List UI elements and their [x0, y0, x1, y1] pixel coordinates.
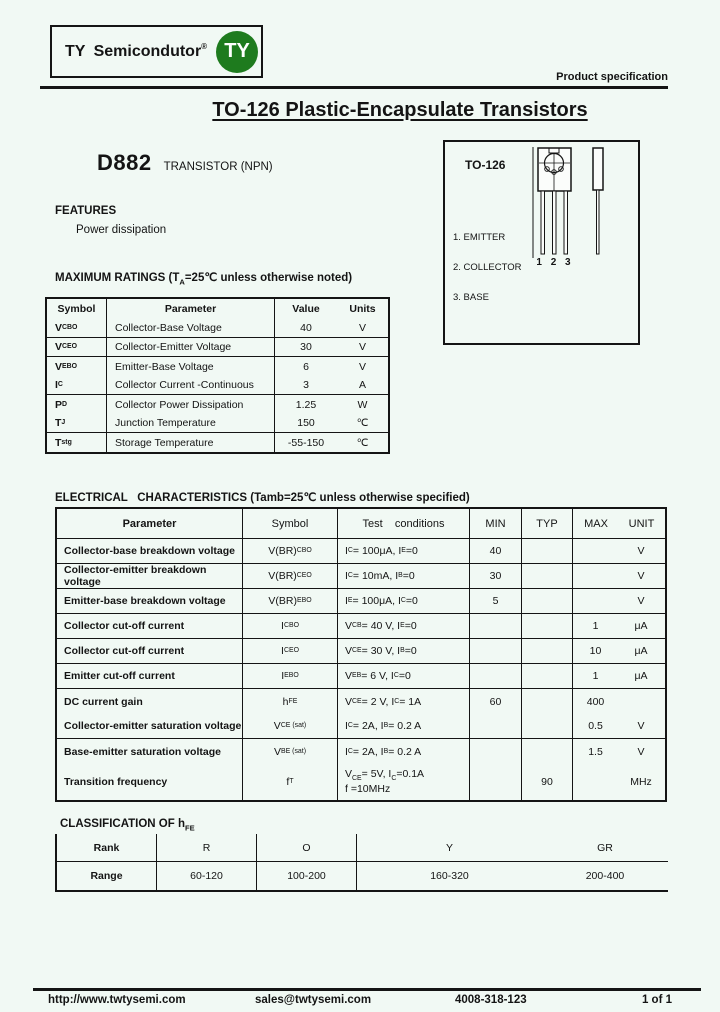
cell-max-unit: [573, 764, 665, 800]
brand-logo: [50, 25, 263, 78]
brand-name: [65, 43, 207, 61]
cell-max: 400: [586, 695, 605, 708]
cell-parameter: Storage Temperature: [107, 433, 275, 452]
lead-3: [564, 191, 568, 254]
electrical-row: [57, 714, 665, 739]
cell-test-conditions: V EB = 6 V, I C =0: [338, 664, 470, 688]
maximum-ratings-table: [45, 297, 390, 454]
cell-min: 5: [470, 589, 522, 613]
cell-typ: [522, 614, 573, 638]
column-header-max-unit: [573, 509, 665, 538]
column-header-unit: UNIT: [628, 517, 655, 530]
cell-max: 10: [589, 645, 602, 657]
cell-units: V: [358, 322, 366, 334]
cell-min: 30: [470, 564, 522, 588]
cell-min: [470, 639, 522, 663]
max-ratings-row: [47, 376, 388, 395]
page-title: TO-126 Plastic-Encapsulate Transistors: [212, 99, 588, 121]
cell-max: 1: [592, 620, 599, 632]
cell-test-conditions: V CB = 40 V, I E =0: [338, 614, 470, 638]
cell-symbol: I EBO: [243, 664, 338, 688]
pin-label-collector: 2. COLLECTOR: [453, 262, 522, 273]
cell-parameter: Collector Current -Continuous: [107, 376, 275, 394]
cell-value: 1.25: [295, 398, 317, 411]
column-header-symbol: Symbol: [243, 509, 338, 538]
rank-o: O: [257, 834, 357, 861]
cell-parameter: Transition frequency: [57, 764, 243, 800]
column-header-max: MAX: [584, 517, 608, 530]
range-y: 160-320: [430, 870, 469, 882]
cell-parameter: Collector cut-off current: [57, 614, 243, 638]
footer-divider: [33, 988, 701, 991]
cell-max-unit: [573, 714, 665, 738]
cell-symbol: V EBO: [47, 357, 107, 376]
cell-symbol: T stg: [47, 433, 107, 452]
classification-table: [55, 834, 668, 892]
cell-value: -55-150: [287, 436, 325, 449]
cell-value: 6: [303, 360, 309, 373]
column-header-min: MIN: [470, 509, 522, 538]
lead-numbers: 1 2 3: [536, 257, 574, 268]
column-header-typ: TYP: [522, 509, 573, 538]
electrical-row: [57, 689, 665, 714]
cell-typ: [522, 714, 573, 738]
cell-symbol: I CBO: [243, 614, 338, 638]
column-header-test-conditions: Test conditions: [338, 509, 470, 538]
footer-page-number: 1 of 1: [641, 994, 672, 1006]
cell-max: 1.5: [588, 745, 603, 758]
rank-label: Rank: [57, 834, 157, 861]
electrical-row: [57, 564, 665, 589]
cell-test-conditions: I C = 2A, I B = 0.2 A: [338, 739, 470, 764]
column-header-value: Value: [292, 303, 320, 315]
cell-symbol: T J: [47, 414, 107, 432]
classification-range-row: [57, 862, 668, 890]
cell-value: 40: [300, 322, 312, 334]
cell-symbol: P D: [47, 395, 107, 414]
cell-parameter: Emitter-base breakdown voltage: [57, 589, 243, 613]
electrical-header-row: [57, 509, 665, 539]
brand-text: TY Semicondutor: [65, 42, 202, 60]
cell-test-conditions: I E = 100μA, I C =0: [338, 589, 470, 613]
cell-parameter: Collector Power Dissipation: [107, 395, 275, 414]
cell-test-conditions: I C = 100μA, I E =0: [338, 539, 470, 563]
cell-unit: μA: [634, 670, 648, 682]
cell-max: 1: [592, 670, 599, 682]
column-header-symbol: Symbol: [47, 299, 107, 319]
electrical-row: [57, 539, 665, 564]
brand-badge-icon: TY: [216, 31, 258, 73]
cell-unit: V: [637, 745, 645, 758]
cell-min: [470, 764, 522, 800]
cell-min: [470, 614, 522, 638]
cell-typ: [522, 664, 573, 688]
cell-test-conditions: I C = 2A, I B = 0.2 A: [338, 714, 470, 738]
cell-units: W: [357, 398, 368, 411]
cell-symbol: V(BR) CBO: [243, 539, 338, 563]
cell-units: V: [358, 341, 366, 353]
cell-symbol: I CEO: [243, 639, 338, 663]
column-header-units: Units: [349, 303, 376, 315]
cell-min: [470, 664, 522, 688]
max-ratings-row: [47, 395, 388, 414]
cell-unit: μA: [634, 645, 648, 657]
part-number: D882: [97, 150, 152, 175]
cell-typ: [522, 739, 573, 764]
column-header-parameter: Parameter: [57, 509, 243, 538]
package-name: TO-126: [465, 158, 506, 172]
cell-parameter: Collector cut-off current: [57, 639, 243, 663]
cell-value: 30: [300, 341, 312, 353]
cell-typ: [522, 639, 573, 663]
cell-unit: V: [637, 720, 645, 732]
package-body-side: [593, 148, 603, 190]
cell-parameter: Emitter-Base Voltage: [107, 357, 275, 376]
rank-gr: GR: [597, 841, 613, 854]
cell-typ: [522, 539, 573, 563]
cell-unit: V: [637, 595, 645, 607]
cell-symbol: V CBO: [47, 319, 107, 337]
electrical-row: [57, 639, 665, 664]
cell-symbol: V CE (sat): [243, 714, 338, 738]
rank-r: R: [157, 834, 257, 861]
cell-unit: V: [637, 570, 645, 582]
max-ratings-row: [47, 414, 388, 433]
pin-label-base: 3. BASE: [453, 292, 489, 303]
cell-min: [470, 739, 522, 764]
cell-parameter: Base-emitter saturation voltage: [57, 739, 243, 764]
cell-max-unit: [573, 639, 665, 663]
cell-test-conditions: $V_{CE}= 5V$, $I_C=0.1A$ f =10MHz: [338, 764, 470, 800]
cell-typ: [522, 564, 573, 588]
cell-max-unit: [573, 589, 665, 613]
max-ratings-header-row: [47, 299, 388, 319]
cell-parameter: Collector-emitter saturation voltage: [57, 714, 243, 738]
cell-parameter: Collector-emitter breakdown voltage: [57, 564, 243, 588]
cell-units: ℃: [356, 436, 369, 449]
cell-parameter: Collector-base breakdown voltage: [57, 539, 243, 563]
classification-heading: CLASSIFICATION OF $h_{FE}$: [60, 818, 195, 833]
cell-max-unit: [573, 614, 665, 638]
max-ratings-row: [47, 357, 388, 376]
cell-symbol: V(BR) CEO: [243, 564, 338, 588]
cell-max-unit: [573, 664, 665, 688]
cell-symbol: V CEO: [47, 338, 107, 356]
cell-parameter: Collector-Emitter Voltage: [107, 338, 275, 356]
cell-symbol: V(BR) EBO: [243, 589, 338, 613]
part-line: [97, 150, 273, 176]
features-heading: FEATURES: [55, 205, 117, 217]
cell-symbol: f T: [243, 764, 338, 800]
electrical-row: [57, 739, 665, 764]
cell-units: A: [358, 379, 366, 391]
cell-max-unit: [573, 689, 665, 714]
lead-side: [597, 190, 600, 254]
max-ratings-row: [47, 338, 388, 357]
footer-website-link[interactable]: http://www.twtysemi.com: [48, 994, 186, 1006]
cell-max-unit: [573, 539, 665, 563]
product-specification-label: Product specification: [556, 71, 668, 83]
footer: [0, 994, 720, 1010]
max-ratings-row: [47, 319, 388, 338]
cell-parameter: Junction Temperature: [107, 414, 275, 432]
cell-test-conditions: I C = 10mA, I B =0: [338, 564, 470, 588]
max-ratings-row: [47, 433, 388, 452]
range-gr: 200-400: [585, 870, 625, 882]
cell-symbol: h FE: [243, 689, 338, 714]
cell-unit: MHz: [630, 776, 652, 788]
cell-min: 40: [470, 539, 522, 563]
lead-2: [553, 191, 557, 254]
cell-max-unit: [573, 564, 665, 588]
cell-max: 0.5: [588, 720, 603, 732]
footer-email-link[interactable]: sales@twtysemi.com: [255, 994, 372, 1006]
cell-max-unit: [573, 739, 665, 764]
cell-min: [470, 714, 522, 738]
cell-typ: 90: [522, 764, 573, 800]
electrical-row: [57, 614, 665, 639]
rank-y: Y: [445, 841, 453, 854]
features-item: Power dissipation: [76, 224, 167, 236]
cell-parameter: DC current gain: [57, 689, 243, 714]
cell-min: 60: [470, 689, 522, 714]
cell-units: V: [358, 360, 366, 373]
lead-1: [541, 191, 545, 254]
cell-symbol: V BE (sat): [243, 739, 338, 764]
cell-symbol: I C: [47, 376, 107, 394]
electrical-characteristics-heading: ELECTRICAL CHARACTERISTICS (Tamb=25℃ unless otherwise specified): [55, 492, 470, 504]
cell-value: 3: [303, 379, 309, 391]
part-type: TRANSISTOR (NPN): [163, 161, 273, 173]
range-r: 60-120: [157, 862, 257, 890]
electrical-row: [57, 589, 665, 614]
cell-value: 150: [297, 417, 315, 429]
cell-test-conditions: V CE = 2 V, I C = 1A: [338, 689, 470, 714]
cell-unit: μA: [634, 620, 648, 632]
electrical-row: [57, 664, 665, 689]
cell-unit: V: [637, 545, 645, 557]
max-ratings-heading: MAXIMUM RATINGS ($T_A=25℃$ unless otherwise noted): [55, 272, 353, 287]
cell-typ: [522, 589, 573, 613]
cell-typ: [522, 689, 573, 714]
pin-label-emitter: 1. EMITTER: [453, 232, 506, 243]
package-outline-box: [443, 140, 640, 345]
classification-rank-row: [57, 834, 668, 862]
range-o: 100-200: [257, 862, 357, 890]
cell-units: ℃: [356, 417, 369, 429]
electrical-row: [57, 764, 665, 800]
footer-phone: 4008-318-123: [455, 994, 527, 1006]
range-label: Range: [57, 862, 157, 890]
cell-test-conditions: V CE = 30 V, I B =0: [338, 639, 470, 663]
electrical-characteristics-table: [55, 507, 667, 802]
cell-parameter: Emitter cut-off current: [57, 664, 243, 688]
column-header-parameter: Parameter: [107, 299, 275, 319]
header-divider: [40, 86, 668, 89]
cell-parameter: Collector-Base Voltage: [107, 319, 275, 337]
registered-trademark-icon: ®: [201, 41, 208, 51]
